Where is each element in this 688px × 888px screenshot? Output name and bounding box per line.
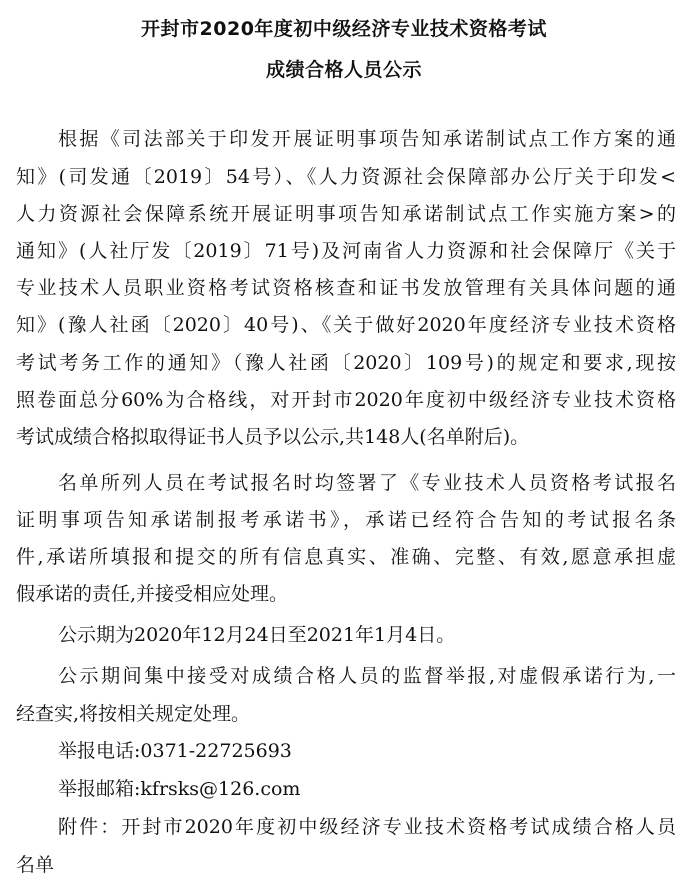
report-phone-text: 举报电话:0371-22725693 xyxy=(58,740,292,762)
supervision-paragraph-line: 经查实,将按相关规定处理。 xyxy=(16,703,251,725)
report-email-text: 举报邮箱:kfrsks@126.com xyxy=(58,778,301,800)
attachment-text: 附件：开封市2020年度初中级经济专业技术资格考试成绩合格人员 xyxy=(58,816,676,838)
document-title-line-1: 开封市2020年度初中级经济专业技术资格考试 xyxy=(141,18,547,40)
basis-paragraph-line: 人力资源社会保障系统开展证明事项告知承诺制试点工作实施方案>的 xyxy=(16,203,676,225)
commitment-paragraph-line: 证明事项告知承诺制报考承诺书》，承诺已经符合告知的考试报名条 xyxy=(16,509,676,531)
commitment-paragraph-line: 名单所列人员在考试报名时均签署了《专业技术人员资格考试报名 xyxy=(58,472,676,494)
basis-paragraph-line: 考试考务工作的通知》（豫人社函〔2020〕109号)的规定和要求,现按 xyxy=(16,352,676,374)
attachment-text: 名单 xyxy=(16,854,55,876)
commitment-paragraph-line: 件,承诺所填报和提交的所有信息真实、准确、完整、有效,愿意承担虚 xyxy=(16,546,676,568)
basis-paragraph-line: 专业技术人员职业资格考试资格核查和证书发放管理有关具体问题的通 xyxy=(16,277,676,299)
basis-paragraph-line: 考试成绩合格拟取得证书人员予以公示,共148人(名单附后)。 xyxy=(16,426,530,448)
commitment-paragraph-line: 假承诺的责任,并接受相应处理。 xyxy=(16,583,289,605)
publicity-period-text: 公示期为2020年12月24日至2021年1月4日。 xyxy=(58,624,456,646)
document-title-line-2: 成绩合格人员公示 xyxy=(265,59,422,81)
supervision-paragraph-line: 公示期间集中接受对成绩合格人员的监督举报,对虚假承诺行为,一 xyxy=(58,665,676,687)
basis-paragraph-line: 照卷面总分60%为合格线，对开封市2020年度初中级经济专业技术资格 xyxy=(16,389,676,411)
basis-paragraph-line: 知》(司发通〔2019〕54号）、《人力资源社会保障部办公厅关于印发< xyxy=(16,166,676,188)
basis-paragraph-line: 知》(豫人社函〔2020〕40号)、《关于做好2020年度经济专业技术资格 xyxy=(16,314,676,336)
basis-paragraph-line: 根据《司法部关于印发开展证明事项告知承诺制试点工作方案的通 xyxy=(58,128,676,150)
basis-paragraph-line: 通知》(人社厅发〔2019〕71号)及河南省人力资源和社会保障厅《关于 xyxy=(16,240,676,262)
